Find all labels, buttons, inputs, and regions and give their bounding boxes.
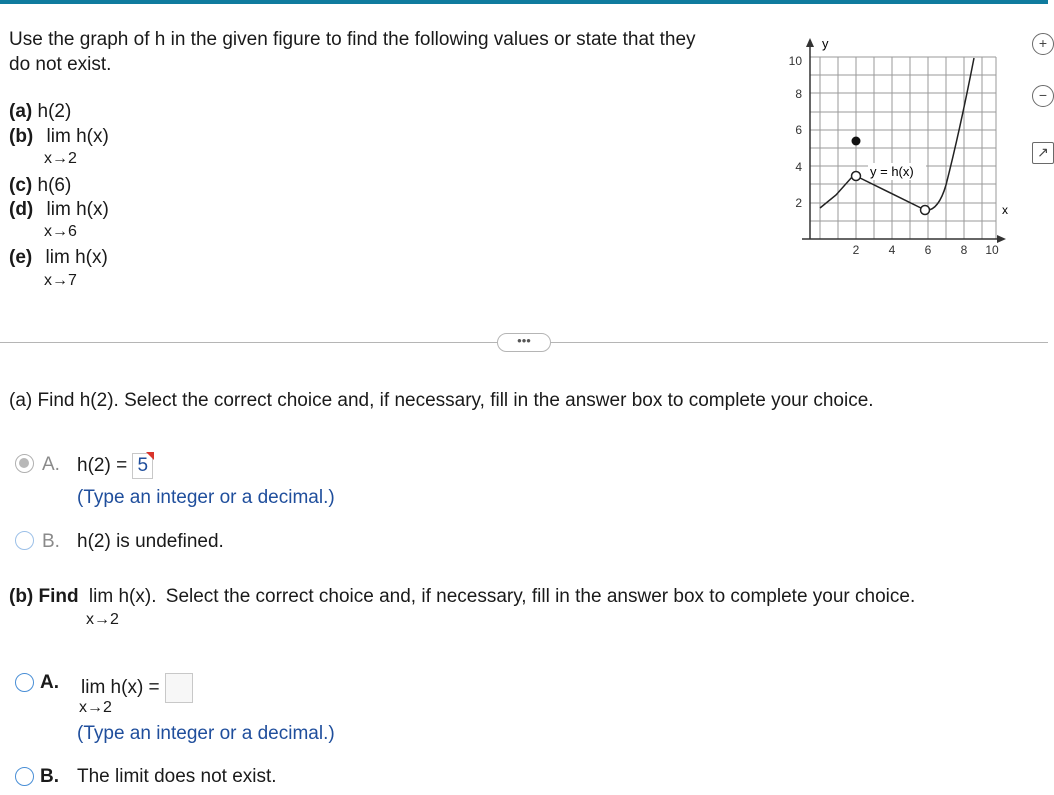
more-button[interactable]: •••	[497, 333, 551, 352]
part-b: (b) lim h(x)	[9, 126, 109, 147]
x-tick-label: 10	[985, 243, 999, 257]
curve-label: y = h(x)	[870, 164, 914, 179]
x-axis-arrow	[997, 235, 1006, 243]
y-tick-label: 4	[795, 160, 802, 174]
part-c: (c) h(6)	[9, 175, 72, 196]
x-tick-label: 4	[888, 243, 896, 257]
choice-b-a-letter: A.	[40, 672, 59, 693]
graph-figure	[780, 30, 1008, 260]
zoom-out-icon[interactable]: −	[1032, 85, 1054, 107]
choice-b-a-hint: (Type an integer or a decimal.)	[77, 723, 335, 744]
y-tick-label: 10	[788, 54, 802, 68]
choice-a-radio[interactable]	[15, 454, 34, 473]
part-d-subscript: x→6	[44, 223, 77, 240]
x-axis-label: x	[1002, 203, 1008, 217]
choice-a-hint: (Type an integer or a decimal.)	[77, 487, 335, 508]
choice-b-b-letter: B.	[40, 766, 59, 787]
question-b-subscript: x→2	[86, 611, 119, 628]
incorrect-flag-icon	[146, 452, 154, 460]
choice-a-content: h(2) = 5	[77, 453, 153, 479]
y-tick-label: 2	[795, 196, 802, 210]
curve-right-segment	[925, 58, 974, 210]
part-e-subscript: x→7	[44, 272, 77, 289]
y-axis-arrow	[806, 38, 814, 47]
choice-b-a-subscript: x→2	[79, 699, 112, 716]
choice-b-letter: B.	[42, 531, 60, 552]
choice-b-radio[interactable]	[15, 531, 34, 550]
choice-b-b-radio[interactable]	[15, 767, 34, 786]
x-tick-label: 2	[852, 243, 860, 257]
curve-middle-segment	[856, 176, 925, 210]
filled-point	[852, 137, 861, 146]
y-tick-label: 8	[795, 87, 802, 101]
prompt-line-2: do not exist.	[9, 54, 112, 75]
question-b-prompt: (b) Find lim h(x). Select the correct choice and, if necessary, fill in the answer box to complete your choice.	[9, 586, 916, 607]
part-e: (e) lim h(x)	[9, 247, 108, 268]
y-tick-label: 6	[795, 123, 802, 137]
x-tick-label: 6	[924, 243, 932, 257]
choice-a-letter: A.	[42, 454, 60, 475]
y-axis-label: y	[822, 36, 829, 51]
part-a: (a) h(2)	[9, 101, 72, 122]
prompt-line-1: Use the graph of h in the given figure to find the following values or state that they	[9, 29, 696, 50]
limit-answer-input[interactable]	[165, 673, 193, 703]
part-b-subscript: x→2	[44, 150, 77, 167]
open-point	[852, 172, 861, 181]
top-accent-bar	[0, 0, 1048, 4]
choice-b-text: h(2) is undefined.	[77, 531, 224, 552]
choice-b-a-content: lim h(x) =	[81, 673, 193, 703]
open-point	[921, 206, 930, 215]
choice-b-a-radio[interactable]	[15, 673, 34, 692]
zoom-in-icon[interactable]: +	[1032, 33, 1054, 55]
popout-icon[interactable]: ↗	[1032, 142, 1054, 164]
question-a-prompt: (a) Find h(2). Select the correct choice and, if necessary, fill in the answer box to complete your choice.	[9, 390, 874, 411]
part-d: (d) lim h(x)	[9, 199, 109, 220]
choice-b-b-text: The limit does not exist.	[77, 766, 277, 787]
h2-answer-box[interactable]: 5	[132, 453, 153, 479]
x-tick-label: 8	[960, 243, 968, 257]
